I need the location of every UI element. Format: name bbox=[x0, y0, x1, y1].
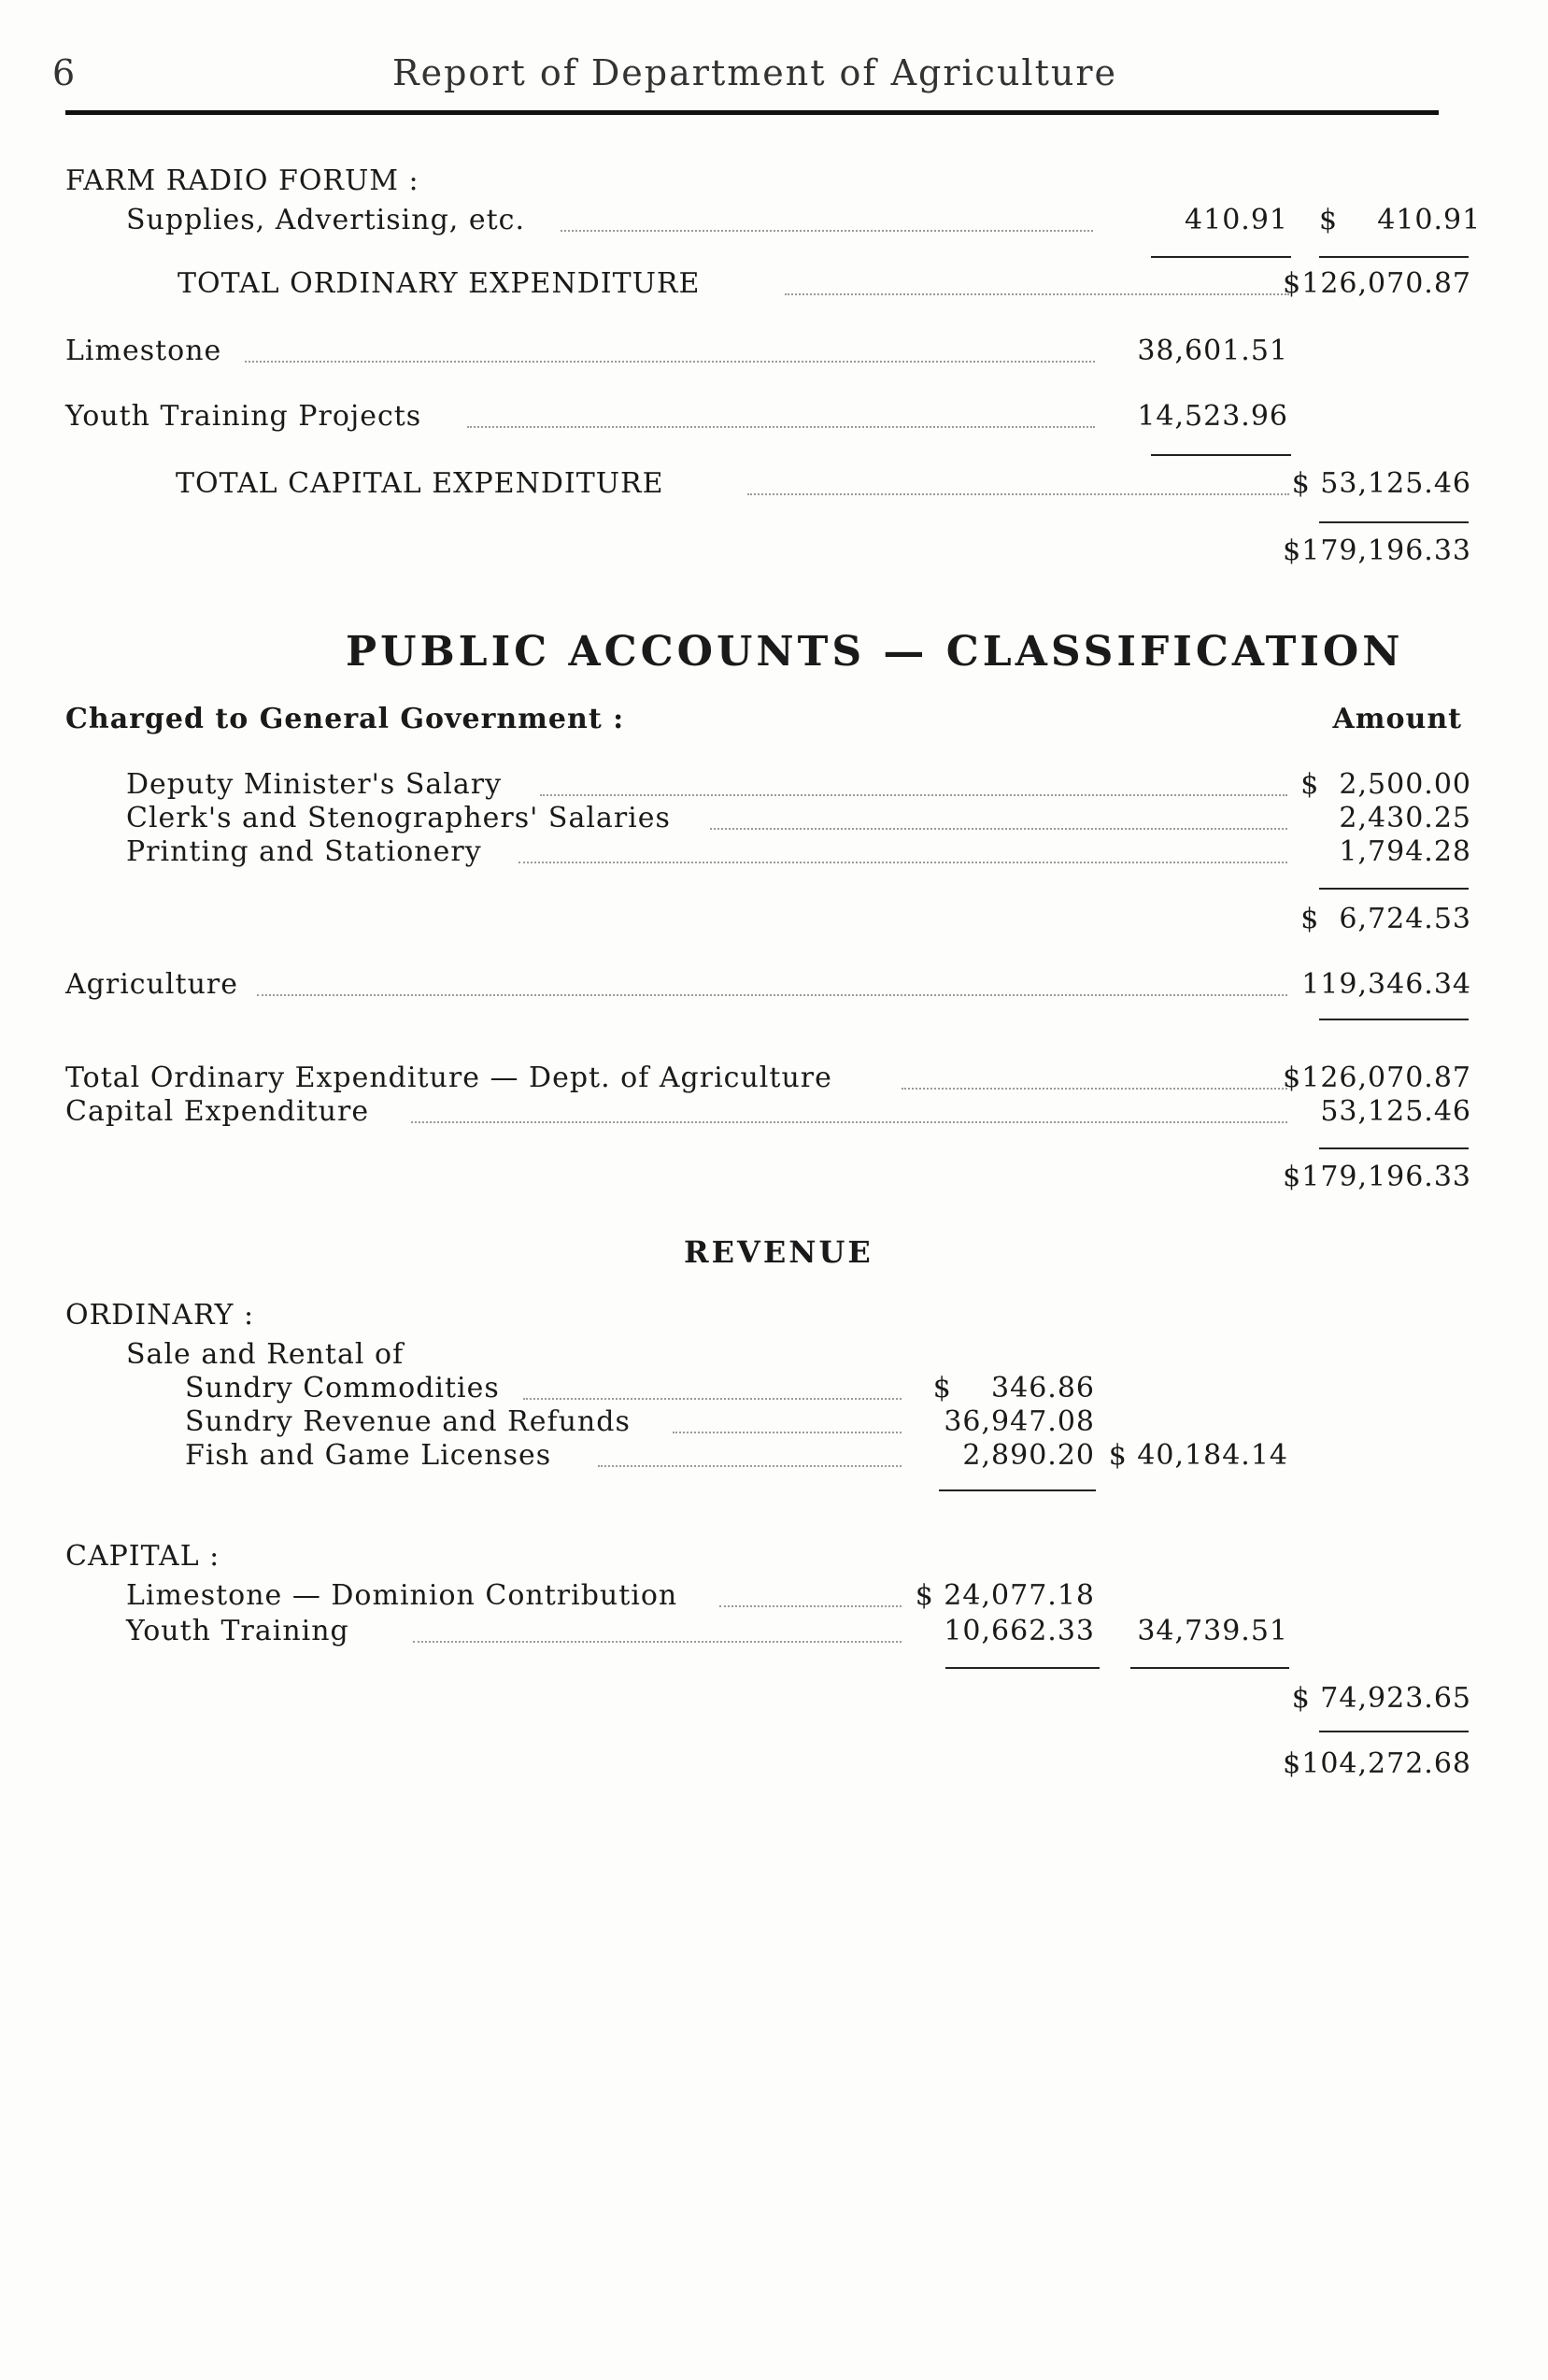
sum-rule bbox=[1319, 1147, 1469, 1149]
sundry-revenue-amount: 36,947.08 bbox=[944, 1405, 1095, 1438]
farm-radio-item-label: Supplies, Advertising, etc. bbox=[126, 204, 525, 236]
fish-game-label: Fish and Game Licenses bbox=[185, 1439, 552, 1472]
farm-radio-item-amount: 410.91 bbox=[1185, 204, 1288, 236]
total-ordinary-dept-label: Total Ordinary Expenditure — Dept. of Agriculture bbox=[65, 1062, 832, 1094]
sum-rule bbox=[1151, 454, 1291, 456]
leader-dots bbox=[902, 1088, 1287, 1090]
capital-revenue-total: 34,739.51 bbox=[1137, 1615, 1288, 1647]
sum-rule bbox=[1319, 521, 1469, 523]
total-capital-label: TOTAL CAPITAL EXPENDITURE bbox=[176, 467, 664, 500]
farm-radio-heading: FARM RADIO FORUM : bbox=[65, 164, 419, 197]
leader-dots bbox=[710, 828, 1287, 830]
public-accounts-grand-total: $179,196.33 bbox=[1283, 1161, 1471, 1193]
sum-rule bbox=[945, 1667, 1100, 1669]
agriculture-amount: 119,346.34 bbox=[1301, 968, 1471, 1001]
farm-radio-item-total: $ 410.91 bbox=[1319, 204, 1482, 236]
charged-label: Charged to General Government : bbox=[65, 703, 625, 735]
public-accounts-title: PUBLIC ACCOUNTS — CLASSIFICATION bbox=[346, 628, 1404, 676]
youth-training-revenue-amount: 10,662.33 bbox=[944, 1615, 1095, 1647]
fish-game-amount: 2,890.20 bbox=[962, 1439, 1095, 1472]
leader-dots bbox=[561, 230, 1093, 232]
sum-rule bbox=[1130, 1667, 1289, 1669]
leader-dots bbox=[413, 1641, 902, 1643]
total-ordinary-dept-amount: $126,070.87 bbox=[1283, 1062, 1471, 1094]
youth-training-label: Youth Training Projects bbox=[65, 400, 422, 433]
sum-rule bbox=[1319, 256, 1469, 258]
leader-dots bbox=[245, 361, 1095, 363]
limestone-dominion-amount: $ 24,077.18 bbox=[915, 1579, 1095, 1612]
deputy-minister-label: Deputy Minister's Salary bbox=[126, 768, 503, 801]
header-rule bbox=[65, 110, 1439, 115]
limestone-amount: 38,601.51 bbox=[1137, 335, 1288, 367]
general-subtotal: $ 6,724.53 bbox=[1300, 903, 1471, 935]
leader-dots bbox=[598, 1465, 902, 1467]
capital-expenditure-amount: 53,125.46 bbox=[1320, 1095, 1471, 1128]
sum-rule bbox=[1319, 888, 1469, 890]
deputy-minister-amount: $ 2,500.00 bbox=[1300, 768, 1471, 801]
sundry-revenue-label: Sundry Revenue and Refunds bbox=[185, 1405, 631, 1438]
capital-label: CAPITAL : bbox=[65, 1540, 220, 1573]
sundry-commodities-label: Sundry Commodities bbox=[185, 1372, 500, 1404]
clerks-salaries-label: Clerk's and Stenographers' Salaries bbox=[126, 802, 671, 834]
total-capital-amount: $ 53,125.46 bbox=[1291, 467, 1471, 500]
revenue-combined-total: $ 74,923.65 bbox=[1291, 1682, 1471, 1715]
ordinary-revenue-total: $ 40,184.14 bbox=[1108, 1439, 1288, 1472]
sum-rule bbox=[939, 1489, 1096, 1491]
youth-training-revenue-label: Youth Training bbox=[126, 1615, 349, 1647]
leader-dots bbox=[785, 293, 1289, 295]
leader-dots bbox=[747, 493, 1289, 495]
leader-dots bbox=[257, 994, 1287, 996]
page-number: 6 bbox=[52, 52, 78, 93]
limestone-dominion-label: Limestone — Dominion Contribution bbox=[126, 1579, 678, 1612]
sundry-commodities-amount: $ 346.86 bbox=[932, 1372, 1095, 1404]
youth-training-amount: 14,523.96 bbox=[1137, 400, 1288, 433]
sum-rule bbox=[1319, 1019, 1469, 1020]
capital-expenditure-label: Capital Expenditure bbox=[65, 1095, 370, 1128]
clerks-salaries-amount: 2,430.25 bbox=[1339, 802, 1471, 834]
amount-header: Amount bbox=[1332, 703, 1462, 735]
agriculture-label: Agriculture bbox=[65, 968, 238, 1001]
leader-dots bbox=[719, 1605, 902, 1607]
running-title: Report of Department of Agriculture bbox=[392, 52, 1117, 93]
total-ordinary-label: TOTAL ORDINARY EXPENDITURE bbox=[178, 267, 701, 300]
sale-rental-label: Sale and Rental of bbox=[126, 1338, 405, 1371]
printing-amount: 1,794.28 bbox=[1339, 835, 1471, 868]
revenue-grand-total: $104,272.68 bbox=[1283, 1747, 1471, 1780]
leader-dots bbox=[540, 794, 1287, 796]
revenue-title: REVENUE bbox=[684, 1234, 873, 1270]
leader-dots bbox=[518, 862, 1287, 863]
leader-dots bbox=[467, 426, 1095, 428]
sum-rule bbox=[1151, 256, 1291, 258]
leader-dots bbox=[523, 1398, 902, 1400]
printing-label: Printing and Stationery bbox=[126, 835, 482, 868]
limestone-label: Limestone bbox=[65, 335, 222, 367]
grand-total-1: $179,196.33 bbox=[1283, 534, 1471, 567]
ordinary-label: ORDINARY : bbox=[65, 1299, 255, 1332]
leader-dots bbox=[411, 1121, 1287, 1123]
total-ordinary-amount: $126,070.87 bbox=[1283, 267, 1471, 300]
leader-dots bbox=[673, 1432, 902, 1433]
sum-rule bbox=[1319, 1731, 1469, 1732]
